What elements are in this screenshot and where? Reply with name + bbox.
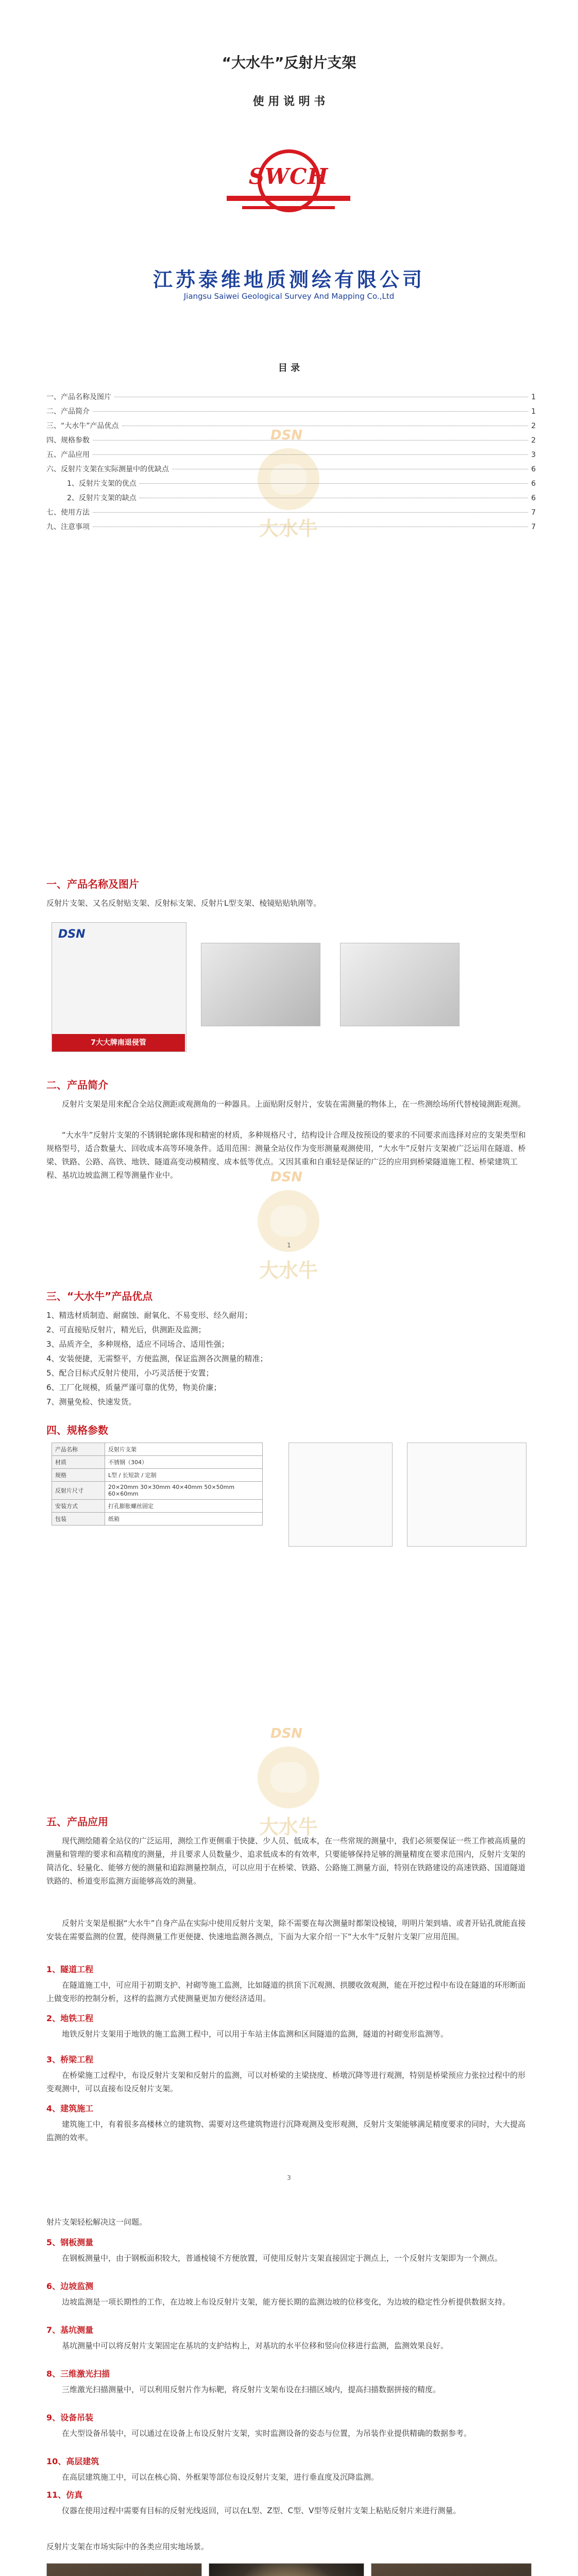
- spec-key: 安装方式: [52, 1500, 105, 1513]
- advantage-item: 3、品质齐全，多种规格，适应不同场合、适用性强；: [46, 1340, 229, 1349]
- toc-item[interactable]: [67, 478, 536, 488]
- watermark: [222, 1164, 355, 1293]
- toc-item-label: 1、反射片支架的优点: [67, 480, 137, 488]
- application-building-text: 建筑施工中，有着很多高楼林立的建筑物、需要对这些建筑物进行沉降观测及变形观测，反射片支架能够满足精度要求的同时，大大提高监测的效率。: [46, 2120, 526, 2142]
- toc-item-page: 7: [531, 523, 536, 531]
- watermark-text: 大水牛: [259, 1815, 318, 1838]
- watermark-brand: DSN: [270, 1170, 303, 1185]
- toc-item[interactable]: [46, 464, 536, 474]
- watermark-face-icon: [270, 1206, 307, 1236]
- application-slope-text: 边坡监测是一项长期性的工作，在边坡上布设反射片支架，能方便长期的监测边坡的位移变化，为边坡的稳定性分析提供数据支持。: [62, 2297, 511, 2307]
- toc-item[interactable]: [46, 507, 536, 517]
- toc-item-label: 五、产品应用: [46, 451, 90, 459]
- spec-table: [52, 1443, 263, 1526]
- company-name-cn: 江苏泰维地质测绘有限公司: [152, 268, 425, 291]
- application-steel-heading: 5、钢板测量: [46, 2238, 94, 2247]
- watermark-text: 大水牛: [259, 517, 318, 540]
- toc-item-label: 七、使用方法: [46, 509, 90, 517]
- toc-item-page: 7: [531, 509, 536, 517]
- application-lift-heading: 9、设备吊装: [46, 2413, 94, 2422]
- toc-heading: 目 录: [278, 363, 300, 374]
- spec-key: 规格: [52, 1469, 105, 1482]
- table-row: [52, 1456, 263, 1469]
- watermark: [222, 1721, 355, 1850]
- toc-item-page: 6: [531, 480, 536, 488]
- toc-item-page: 6: [531, 494, 536, 502]
- toc-item-label: 六、反射片支架在实际测量中的优缺点: [46, 465, 169, 473]
- page-number: 3: [287, 2174, 291, 2181]
- photos-caption: 反射片支架在市场实际中的各类应用实地场景。: [46, 2542, 209, 2551]
- page-number: 1: [287, 1242, 291, 1249]
- spec-value: 打孔膨胀螺丝固定: [105, 1500, 263, 1513]
- poster-logo: DSN: [58, 928, 86, 941]
- application-slope-heading: 6、边坡监测: [46, 2281, 94, 2291]
- spec-key: 包装: [52, 1513, 105, 1526]
- cover-subtitle: 使 用 说 明 书: [252, 95, 326, 108]
- application-scan-heading: 8、三维激光扫描: [46, 2369, 110, 2379]
- watermark-text: 大水牛: [259, 1259, 318, 1282]
- logo-bar: [227, 196, 350, 201]
- toc-leader-dots: [93, 512, 528, 513]
- application-pit-heading: 7、基坑测量: [46, 2325, 94, 2335]
- advantage-item: 7、测量免检、快速发货。: [46, 1397, 137, 1406]
- application-bridge-heading: 3、桥梁工程: [46, 2055, 94, 2064]
- toc-item[interactable]: [67, 493, 536, 503]
- advantage-item: 2、可直接贴反射片，精光后，供测距及监测；: [46, 1325, 206, 1334]
- section-2-paragraph-2: “大水牛”反射片支架的不锈钢轮廓体现和精密的材质，多种规格尺寸，结构设计合理及按预设的要求的不同要求而选择对应的支架类型和规格型号，适合数量大、回收成本高等环境条件。适用范围：测量全站仪作为变形测量观测使用，“大水牛”反射片支架被广泛运用在隧道、桥梁、铁路、公路、高铁、地铁、隧道高变动模精度、成本低等优点。又因其重和自重轻是保证的广泛的应用到桥梁隧道施工程、桥梁建筑工程、基坑边坡监测工程等测量作业中。: [46, 1130, 526, 1180]
- product-photo-2: [340, 943, 460, 1026]
- spec-value: 纸箱: [105, 1513, 263, 1526]
- toc-item-label: 一、产品名称及图片: [46, 393, 111, 401]
- poster-caption: 7大大牌南退侵管: [52, 1034, 185, 1052]
- toc-item[interactable]: [46, 449, 536, 460]
- table-row: [52, 1500, 263, 1513]
- application-photo: [46, 2563, 202, 2576]
- toc-item-label: 三、“大水牛”产品优点: [46, 422, 119, 430]
- section-2-paragraph-1: 反射片支架是用来配合全站仪测距或观测角的一种器具。上面贴附反射片，安装在需测量的物体上，在一些测绘场所代替棱镜测距观测。: [62, 1099, 526, 1109]
- section-5-title: 五、产品应用: [46, 1816, 108, 1828]
- table-row: [52, 1513, 263, 1526]
- section-4-title: 四、规格参数: [46, 1424, 108, 1436]
- spec-key: 反射片尺寸: [52, 1482, 105, 1500]
- application-photo: [371, 2563, 532, 2576]
- toc-item-label: 二、产品简介: [46, 408, 90, 416]
- advantage-item: 4、安装便捷，无需整平，方便监测，保证监测各次测量的精准；: [46, 1354, 268, 1363]
- section-3-title: 三、“大水牛”产品优点: [46, 1290, 153, 1302]
- application-tunnel-text: 在隧道施工中，可应用于初期支护、衬砌等施工监测，比如隧道的拱顶下沉观测、拱腰收敛观测，能在开挖过程中布设在隧道的环形断面上做变形的控制分析，这样的监测方式使测量更加方便经济适用。: [46, 1980, 526, 2003]
- spec-value: 不锈钢（304）: [105, 1456, 263, 1469]
- toc-item[interactable]: [46, 435, 536, 445]
- toc-item-page: 1: [531, 393, 536, 401]
- section-1-title: 一、产品名称及图片: [46, 878, 139, 890]
- application-photo: [209, 2563, 364, 2576]
- application-metro-heading: 2、地铁工程: [46, 2013, 94, 2023]
- application-metro-text: 地铁反射片支架用于地铁的施工监测工程中，可以用于车站主体监测和区间隧道的监测，隧道的衬砌变形监测等。: [62, 2029, 449, 2039]
- toc-leader-dots: [140, 483, 528, 484]
- section-5-paragraph-1: 现代测绘随着全站仪的广泛运用，测绘工作更侧重于快捷、少人员、低成本，在一些常规的测量中，我们必须要保证一些工作被高质量的测量和管理的要求和高精度的测量，并且要求人员数量少、追求低成本的有效率，只要能够保持足够的测量精度在要求范围内，反射片支架的简洁化、轻量化、能够方便的测量和追踪测量控制点，可以应用于在桥梁、铁路、公路施工测量方面，特别在铁路建设的高速铁路、国道隧道铁路的、桥道变形监测方面能够高效的测量。: [46, 1836, 526, 1886]
- product-poster-image: [52, 922, 186, 1052]
- table-row: [52, 1482, 263, 1500]
- company-logo: SWCH: [248, 164, 329, 189]
- toc-item-page: 2: [531, 436, 536, 445]
- application-building-heading: 4、建筑施工: [46, 2104, 94, 2113]
- company-name-en: Jiangsu Saiwei Geological Survey And Mapping Co.,Ltd: [183, 292, 395, 301]
- toc-item-label: 2、反射片支架的缺点: [67, 494, 137, 502]
- toc-item-page: 3: [531, 451, 536, 459]
- toc-leader-dots: [93, 454, 528, 455]
- toc-item-label: 四、规格参数: [46, 436, 90, 445]
- logo-bar: [242, 206, 335, 209]
- application-highrise-text: 在高层建筑施工中，可以在核心筒、外框架等部位布设反射片支架，进行垂直度及沉降监测。: [62, 2472, 379, 2482]
- advantage-item: 5、配合目标式反射片使用，小巧灵活便于安置；: [46, 1368, 214, 1378]
- spec-value: 反射片支架: [105, 1443, 263, 1456]
- toc-item-page: 6: [531, 465, 536, 473]
- watermark-brand: DSN: [270, 428, 303, 443]
- table-row: [52, 1443, 263, 1456]
- application-steel-text: 在钢板测量中，由于钢板面积较大，普通棱镜不方便放置，可使用反射片支架直接固定于测点上，一个反射片支架即为一个测点。: [62, 2253, 503, 2263]
- product-photo-1: [201, 943, 320, 1026]
- section-5-paragraph-2: 反射片支架是根据“大水牛”自身产品在实际中使用反射片支架，除不需要在每次测量时都架设棱镜，明明片架到墙、或者开钻孔就能直接安装在需要监测的位置，使得测量工作更便捷、快速地监测各测点，下面为大家介绍一下“大水牛”反射片支架厂应用范围。: [46, 1919, 526, 1941]
- application-bridge-text: 在桥梁施工过程中，布设反射片支架和反射片的监测，可以对桥梁的主梁挠度、桥墩沉降等进行观测，特别是桥梁预应力张拉过程中的形变观测中，可以直接布设反射片支架。: [46, 2071, 526, 2093]
- toc-item[interactable]: [46, 420, 536, 431]
- watermark-face-icon: [270, 1762, 307, 1793]
- toc-item-label: 九、注意事项: [46, 523, 90, 531]
- toc-item[interactable]: [46, 406, 536, 416]
- spec-value: L型 / 长短款 / 定制: [105, 1469, 263, 1482]
- toc-item[interactable]: [46, 521, 536, 532]
- advantage-item: 6、工厂化规模，质量严谨可靠的优势，物美价廉；: [46, 1383, 222, 1392]
- table-row: [52, 1469, 263, 1482]
- application-pit-text: 基坑测量中可以将反射片支架固定在基坑的支护结构上，对基坑的水平位移和竖向位移进行监测，监测效果良好。: [62, 2341, 449, 2350]
- spec-key: 产品名称: [52, 1443, 105, 1456]
- cover-title: “大水牛”反射片支架: [222, 54, 356, 71]
- toc-item-page: 1: [531, 408, 536, 416]
- application-lift-text: 在大型设备吊装中，可以通过在设备上布设反射片支架，实时监测设备的姿态与位置，为吊装作业提供精确的数据参考。: [62, 2429, 472, 2438]
- spec-diagram-1: [288, 1443, 393, 1547]
- application-sim-text: 仪器在使用过程中需要有目标的反射光线返回，可以在L型、Z型、C型、V型等反射片支架上粘贴反射片来进行测量。: [62, 2506, 461, 2515]
- spec-value: 20×20mm 30×30mm 40×40mm 50×50mm 60×60mm: [105, 1482, 263, 1500]
- application-tunnel-heading: 1、隧道工程: [46, 1964, 94, 1974]
- toc-item[interactable]: [46, 392, 536, 402]
- application-scan-text: 三维激光扫描测量中，可以利用反射片作为标靶，将反射片支架布设在扫描区域内，提高扫描数据拼接的精度。: [62, 2385, 441, 2394]
- advantage-item: 1、精选材质制造、耐腐蚀、耐氧化、不易变形、经久耐用；: [46, 1311, 252, 1320]
- spec-key: 材质: [52, 1456, 105, 1469]
- section-1-text: 反射片支架、又名反射贴支架、反射标支架、反射片L型支架、棱镜贴贴轨刚等。: [46, 899, 321, 908]
- section-2-title: 二、产品简介: [46, 1079, 108, 1091]
- toc-item-page: 2: [531, 422, 536, 430]
- application-continued-text: 射片支架轻松解决这一问题。: [46, 2217, 147, 2227]
- watermark-brand: DSN: [270, 1726, 303, 1741]
- application-highrise-heading: 10、高层建筑: [46, 2456, 99, 2466]
- spec-diagram-2: [407, 1443, 526, 1547]
- application-sim-heading: 11、仿真: [46, 2490, 83, 2500]
- toc-leader-dots: [93, 411, 528, 412]
